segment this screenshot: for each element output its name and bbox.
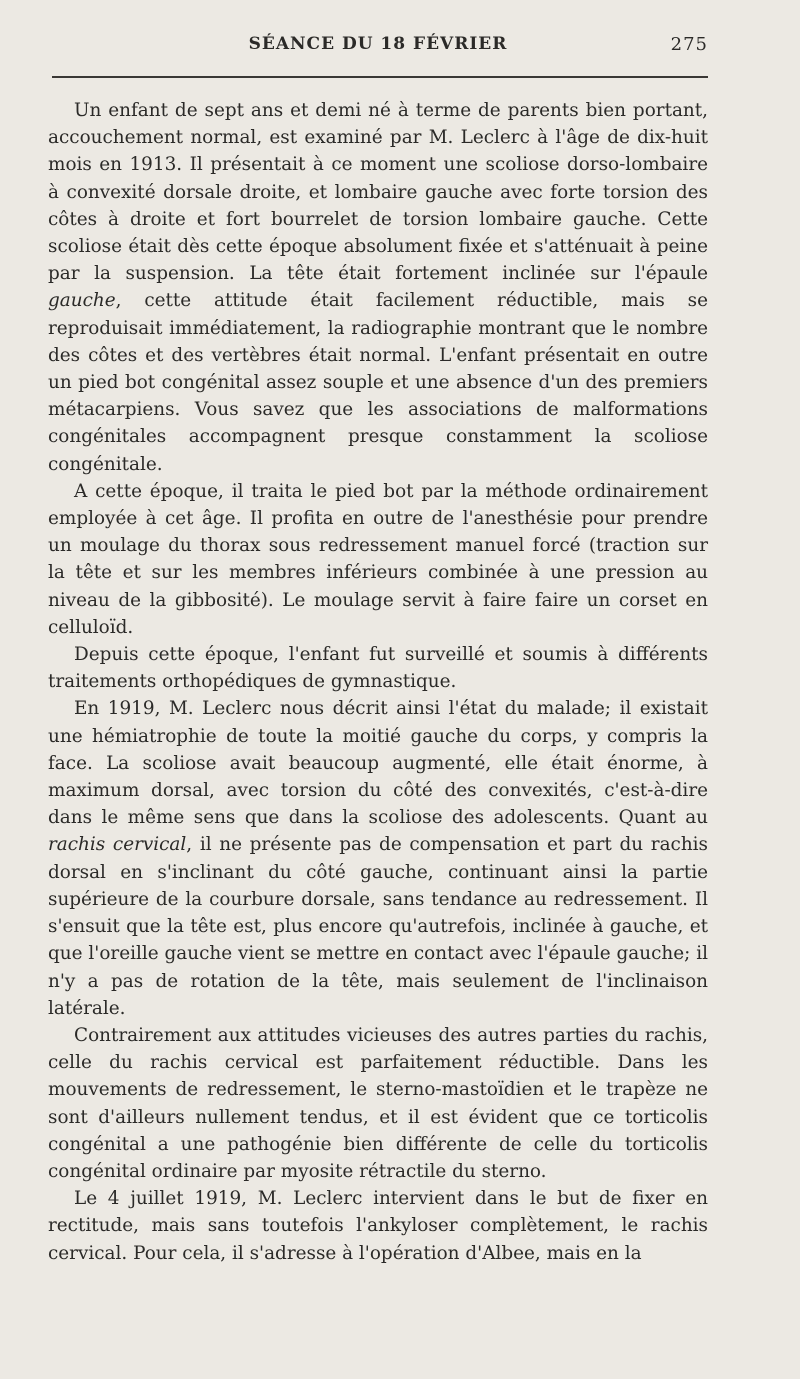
paragraph-4 xyxy=(48,695,708,1021)
paragraph-1 xyxy=(48,97,708,478)
paragraph-3: Depuis cette époque, l'enfant fut surveillé et soumis à différents traitements orthopédiques de gymnastique. xyxy=(48,644,708,693)
paragraph-1-text-b: , cette attitude était facilement réductible, mais se reproduisait immédiatement, la radiographie montrant que le nombre des côtes et des vertèbres était normal. L'enfant présentait en outre un pied bot congénital assez souple et une absence d'un des premiers métacarpiens. Vous savez que les associations de malformations congénitales accompagnent presque constamment la scoliose congénitale. xyxy=(48,290,708,475)
running-head xyxy=(48,34,708,64)
paragraph-4-text-a: En 1919, M. Leclerc nous décrit ainsi l'état du malade; il existait une hémiatrophie de toute la moitié gauche du corps, y compris la face. La scoliose avait beaucoup augmenté, elle était énorme, à maximum dorsal, avec torsion du côté des convexités, c'est-à-dire dans le même sens que dans la scoliose des adolescents. Quant au xyxy=(48,698,708,829)
paragraph-4-text-b: , il ne présente pas de compensation et part du rachis dorsal en s'inclinant du côté gauche, continuant ainsi la partie supérieure de la courbure dorsale, sans tendance au redressement. Il s'ensuit que la tête est, plus encore qu'autrefois, inclinée à gauche, et que l'oreille gauche vient se mettre en contact avec l'épaule gauche; il n'y a pas de rotation de la tête, mais seulement de l'inclinaison latérale. xyxy=(48,834,708,1019)
page-number: 275 xyxy=(670,34,708,55)
paragraph-2: A cette époque, il traita le pied bot par la méthode ordinairement employée à cet âge. Il profita en outre de l'anesthésie pour prendre un moulage du thorax sous redressement manuel forcé (traction sur la tête et sur les membres inférieurs combinée à une pression au niveau de la gibbosité). Le moulage servit à faire faire un corset en celluloïd. xyxy=(48,480,708,638)
paragraph-5: Contrairement aux attitudes vicieuses des autres parties du rachis, celle du rachis cervical est parfaitement réductible. Dans les mouvements de redressement, le sterno-mastoïdien et le trapèze ne sont d'ailleurs nullement tendus, et il est évident que ce torticolis congénital a une pathogénie bien différente de celle du torticolis congénital ordinaire par myosite rétractile du sterno. xyxy=(48,1024,708,1182)
paragraph-1-italic-gauche: gauche xyxy=(48,290,116,312)
paragraph-6: Le 4 juillet 1919, M. Leclerc intervient dans le but de fixer en rectitude, mais sans toutefois l'ankyloser complètement, le rachis cervical. Pour cela, il s'adresse à l'opération d'Albee, mais en la xyxy=(48,1188,708,1264)
running-title: SÉANCE DU 18 FÉVRIER xyxy=(248,34,508,54)
paragraph-4-italic-rachis-cervical: rachis cervical xyxy=(48,834,187,856)
header-rule xyxy=(52,76,708,78)
paragraph-1-text-a: Un enfant de sept ans et demi né à terme de parents bien portant, accouchement normal, est examiné par M. Leclerc à l'âge de dix-huit mois en 1913. Il présentait à ce moment une scoliose dorso-lombaire à convexité dorsale droite, et lombaire gauche avec forte torsion des côtes à droite et fort bourrelet de torsion lombaire gauche. Cette scoliose était dès cette époque absolument fixée et s'atténuait à peine par la suspension. La tête était fortement inclinée sur l'épaule xyxy=(48,100,708,285)
body-text xyxy=(48,97,708,1267)
